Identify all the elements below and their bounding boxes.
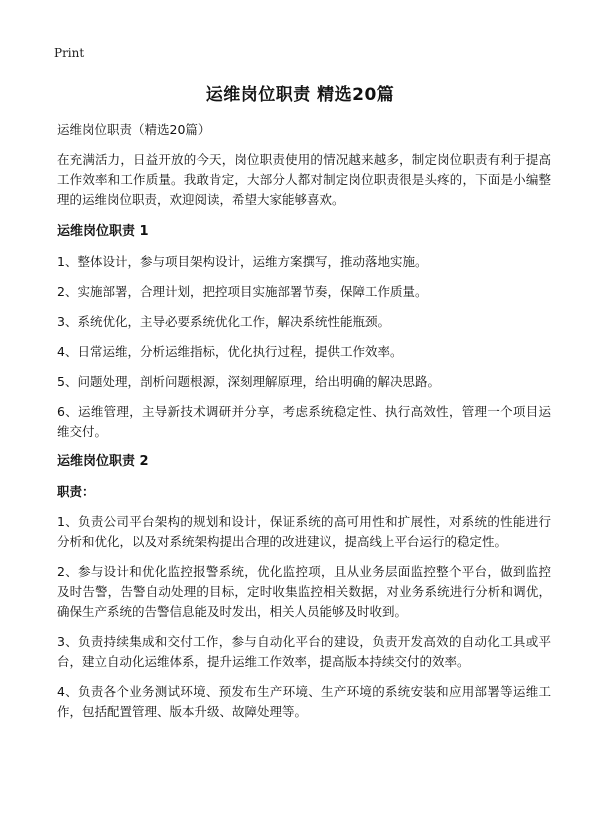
- list-item: 1、负责公司平台架构的规划和设计，保证系统的高可用性和扩展性，对系统的性能进行分析和优化，以及对系统架构提出合理的改进建议，提高线上平台运行的稳定性。: [57, 514, 551, 549]
- document-title: 运维岗位职责 精选20篇: [205, 85, 395, 105]
- document-body: [57, 120, 551, 732]
- list-item: 6、运维管理，主导新技术调研并分享，考虑系统稳定性、执行高效性，管理一个项目运维交付。: [57, 404, 551, 439]
- list-item: 5、问题处理，剖析问题根源，深刻理解原理，给出明确的解决思路。: [57, 374, 440, 389]
- document-subtitle: 运维岗位职责（精选20篇）: [57, 122, 211, 137]
- responsibilities-label: 职责：: [57, 484, 95, 499]
- section-heading: 运维岗位职责 2: [57, 454, 149, 469]
- list-item: 2、实施部署，合理计划，把控项目实施部署节奏，保障工作质量。: [57, 284, 428, 299]
- list-item: 1、整体设计，参与项目架构设计，运维方案撰写，推动落地实施。: [57, 254, 428, 269]
- list-item: 3、负责持续集成和交付工作，参与自动化平台的建设，负责开发高效的自动化工具或平台，建立自动化运维体系，提升运维工作效率，提高版本持续交付的效率。: [57, 634, 551, 669]
- list-item: 4、负责各个业务测试环境、预发布生产环境、生产环境的系统安装和应用部署等运维工作，包括配置管理、版本升级、故障处理等。: [57, 684, 551, 719]
- list-item: 3、系统优化，主导必要系统优化工作，解决系统性能瓶颈。: [57, 314, 390, 329]
- list-item: 4、日常运维，分析运维指标，优化执行过程，提供工作效率。: [57, 344, 403, 359]
- print-link[interactable]: Print: [54, 46, 85, 60]
- list-item: 2、参与设计和优化监控报警系统，优化监控项，且从业务层面监控整个平台，做到监控及时告警，告警自动处理的目标，定时收集监控相关数据，对业务系统进行分析和调优，确保生产系统的告警信息能及时发出，相关人员能够及时收到。: [57, 564, 551, 619]
- intro-paragraph: 在充满活力，日益开放的今天，岗位职责使用的情况越来越多，制定岗位职责有利于提高工作效率和工作质量。我敢肯定，大部分人都对制定岗位职责很是头疼的，下面是小编整理的运维岗位职责，欢迎阅读，希望大家能够喜欢。: [57, 152, 551, 207]
- section-heading: 运维岗位职责 1: [57, 224, 149, 239]
